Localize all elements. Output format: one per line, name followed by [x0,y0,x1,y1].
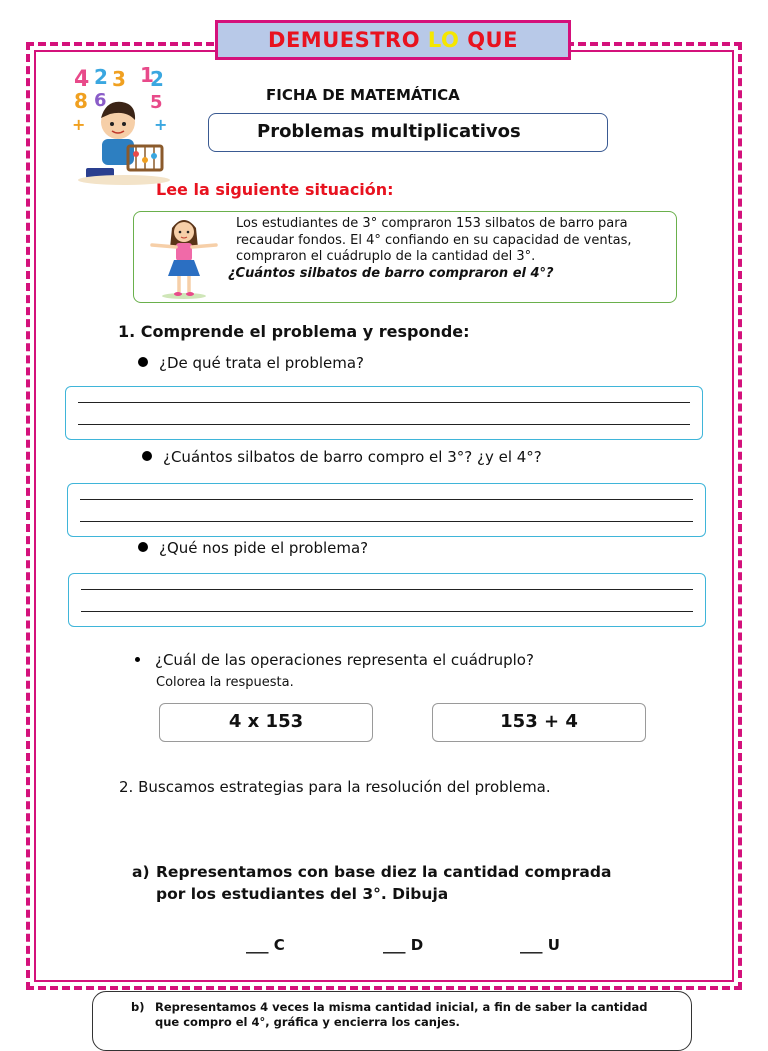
answer-line [81,611,693,612]
topic-title: Problemas multiplicativos [208,113,608,152]
bullet-icon [138,542,148,552]
section-1-number: 1. [118,322,136,341]
part-b-label: b) [131,1000,145,1014]
numbers-kid-illustration [66,64,178,188]
question-text: ¿Qué nos pide el problema? [159,539,369,557]
svg-text:2: 2 [94,65,108,89]
place-decenas[interactable]: ___ D [383,936,424,954]
bullet-icon [138,357,148,367]
option-153plus4-button[interactable]: 153 + 4 [432,703,646,742]
svg-text:1: 1 [140,64,154,87]
option-4x153-button[interactable]: 4 x 153 [159,703,373,742]
bullet-icon [135,657,140,662]
svg-text:2: 2 [150,67,164,91]
section-1-title [118,322,470,341]
answer-line [80,499,693,500]
girl-illustration [146,214,222,300]
story-text: Los estudiantes de 3° compraron 153 silbatos de barro para recaudar fondos. El 4° confiando en su capacidad de ventas, compraron el cuádruplo de la cantidad del 3°. [236,216,632,264]
answer-line [81,589,693,590]
banner-word-3: QUE [467,28,518,52]
banner-word-2: LO [427,28,460,52]
place-unidades[interactable]: ___ U [520,936,560,954]
place-centenas[interactable]: ___ C [246,936,285,954]
svg-text:+: + [72,115,86,134]
answer-line [80,521,693,522]
svg-text:6: 6 [94,90,107,111]
question-3 [138,539,368,557]
select-question [135,651,534,669]
part-b-text: Representamos 4 veces la misma cantidad inicial, a fin de saber la cantidad que compro el 4°, gráfica y encierra los canjes. [155,1000,648,1029]
banner-word-1: DEMUESTRO [268,28,421,52]
story-question: ¿Cuántos silbatos de barro compraron el 4°? [228,265,554,281]
svg-text:+: + [154,115,168,134]
read-prompt: Lee la siguiente situación: [156,180,394,199]
bullet-icon [142,451,152,461]
worksheet-title: FICHA DE MATEMÁTICA [266,86,460,104]
svg-text:4: 4 [74,67,90,92]
answer-line [78,402,690,403]
story-box [133,211,677,303]
question-2 [142,448,542,466]
answer-box-2[interactable] [67,483,706,537]
question-text: ¿Cuántos silbatos de barro compro el 3°? ¿y el 4°? [163,448,542,466]
part-a [132,861,612,903]
part-a-text: Representamos con base diez la cantidad comprada por los estudiantes del 3°. Dibuja [156,863,612,903]
section-1-text: Comprende el problema y responde: [140,322,470,341]
part-a-label: a) [132,863,150,881]
svg-text:8: 8 [74,89,88,113]
answer-box-1[interactable] [65,386,703,440]
select-question-text: ¿Cuál de las operaciones representa el cuádruplo? [155,651,534,669]
svg-text:3: 3 [112,67,126,91]
section-2-title: 2. Buscamos estrategias para la resolución del problema. [119,778,551,796]
question-text: ¿De qué trata el problema? [159,354,364,372]
select-instruction: Colorea la respuesta. [156,675,294,690]
banner-title [215,20,571,60]
question-1 [138,354,364,372]
answer-box-3[interactable] [68,573,706,627]
answer-line [78,424,690,425]
part-b-box [92,991,692,1051]
svg-text:5: 5 [150,92,163,113]
